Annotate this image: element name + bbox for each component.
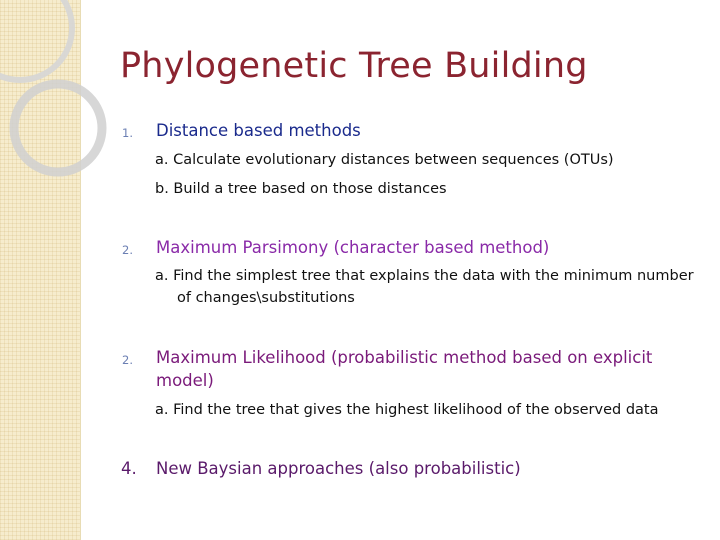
sub-item-2a-continued: of changes\substitutions bbox=[177, 290, 355, 306]
item-number-3: 2. bbox=[122, 353, 133, 367]
item-number-1: 1. bbox=[122, 126, 133, 140]
item-heading-bayesian: New Baysian approaches (also probabilistic) bbox=[156, 459, 521, 478]
sub-item-1a: a. Calculate evolutionary distances between sequences (OTUs) bbox=[155, 152, 614, 168]
item-heading-parsimony: Maximum Parsimony (character based method) bbox=[156, 238, 550, 257]
sub-item-1b: b. Build a tree based on those distances bbox=[155, 181, 447, 197]
item-number-2: 2. bbox=[122, 243, 133, 257]
sub-item-2a: a. Find the simplest tree that explains the data with the minimum number bbox=[155, 268, 694, 284]
item-number-4: 4. bbox=[121, 459, 137, 478]
slide-title: Phylogenetic Tree Building bbox=[120, 46, 588, 86]
item-heading-likelihood-line2: model) bbox=[156, 371, 214, 390]
item-heading-distance: Distance based methods bbox=[156, 121, 361, 140]
item-heading-likelihood: Maximum Likelihood (probabilistic method based on explicit bbox=[156, 348, 653, 367]
sub-item-3a: a. Find the tree that gives the highest likelihood of the observed data bbox=[155, 402, 659, 418]
